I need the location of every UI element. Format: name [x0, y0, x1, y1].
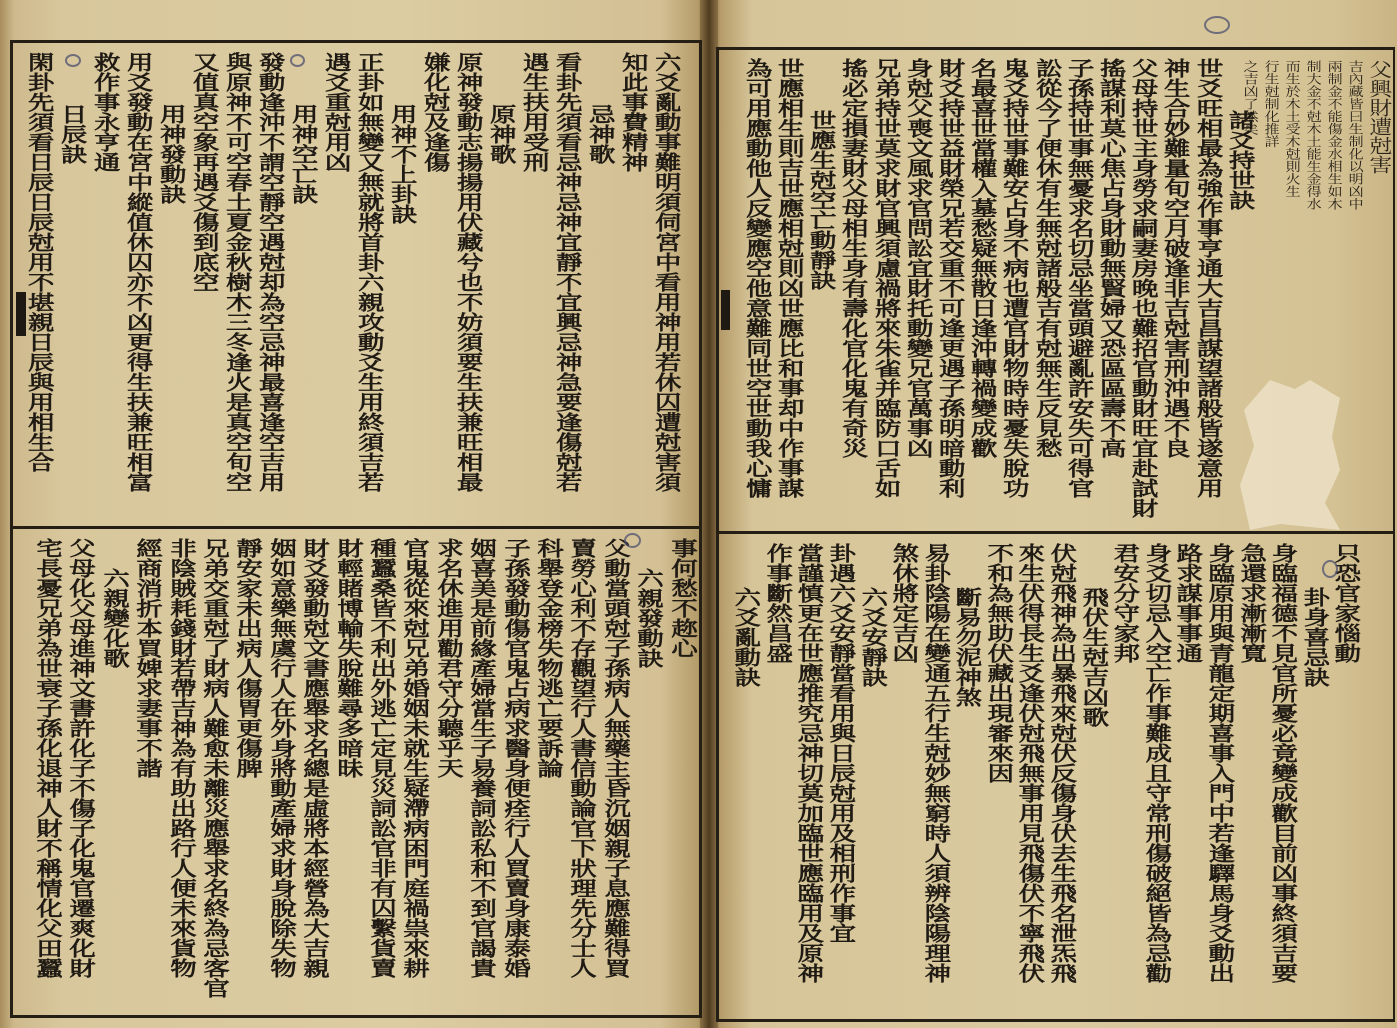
note-column: 行生尅制化推詳 — [1262, 60, 1281, 148]
text-column: 遇爻重尅用凶 — [320, 52, 352, 172]
text-column: 經商消折本買婢求妻事不諧 — [131, 538, 164, 778]
text-column: 急還求漸漸寬 — [1235, 543, 1268, 663]
text-column: 財爻發動尅文書應舉求名總是虛將本經營為大吉親 — [298, 538, 331, 978]
text-column: 名最喜世當權入墓愁疑無散日逢沖轉禍變成歡 — [966, 58, 999, 458]
heading-column: 六爻安靜訣 — [856, 587, 889, 687]
right-register-divider — [716, 531, 1395, 534]
heading-column: 忌神歌 — [584, 104, 616, 164]
text-column: 為可用應動他人反變應空他意難同世空世動我心慵 — [741, 58, 773, 498]
text-column: 求名休進用勸君守分聽乎天 — [432, 538, 465, 778]
heading-column: 六爻亂動訣 — [730, 587, 762, 687]
note-column: 制大金不尅木土能生金得水 — [1304, 60, 1323, 210]
left-upper-register — [14, 46, 682, 524]
text-column: 煞休將定吉凶 — [888, 543, 920, 663]
pencil-mark — [290, 54, 305, 67]
text-column: 兄弟交重尅了財病人難愈未離災應舉求名終為忌客官 — [198, 538, 231, 998]
text-column: 伏尅飛神為出暴飛來尅伏反傷身伏去生飛名泄炁飛 — [1046, 543, 1078, 983]
text-column: 不和為無助伏藏出現審來因 — [982, 543, 1015, 783]
text-column: 事何愁不趂心 — [666, 538, 699, 658]
text-column: 搖必定損妻財父母相生身有壽化官化鬼有奇災 — [837, 58, 870, 458]
left-lower-register — [14, 532, 698, 1014]
text-column: 身臨福德不見官所憂必竟變成歡目前凶事終須吉要 — [1267, 543, 1299, 983]
left-register-divider — [10, 526, 702, 529]
text-column: 財輕賭博輸失脫難尋多暗昧 — [332, 538, 365, 778]
text-column: 來生伏得長生爻逢伏尅飛無事用見飛傷伏不寧飛伏 — [1014, 543, 1047, 983]
text-column: 知此事費精神 — [617, 52, 649, 172]
text-column: 只恐官家惱動 — [1330, 543, 1363, 663]
heading-column: 六親發動訣 — [632, 568, 665, 668]
text-column: 易卦陰陽在變通五行生尅妙無窮時人須辨陰陽理神 — [919, 543, 952, 983]
text-column: 父動當頭尅子孫病人無藥主昏沉姻親子息應難得買 — [599, 538, 632, 978]
note-column: 父興財遭尅害 — [1365, 60, 1393, 174]
text-column: 用爻發動在宮中縱值休囚亦不凶更得生扶兼旺相富 — [122, 52, 154, 492]
text-column: 姻喜美是前緣產婦當生子易養詞訟私和不到官謁貴 — [465, 538, 498, 978]
right-lower-register — [729, 537, 1361, 1017]
heading-column: 日辰訣 — [56, 104, 88, 164]
text-column: 兄弟持世莫求財官興須慮禍將來朱雀并臨防口舌如 — [869, 58, 902, 498]
heading-column: 六親變化歌 — [98, 568, 131, 668]
right-upper-register — [730, 52, 1256, 530]
fold-mark — [721, 290, 730, 330]
text-column: 身尅父喪文風求官問訟宜財托動變兄官萬事凶 — [902, 58, 934, 458]
commentary-notes — [1241, 56, 1393, 386]
text-column: 神生合妙難量旬空月破逢非吉尅害刑沖遇不良 — [1159, 58, 1192, 458]
heading-column: 原神歌 — [485, 104, 517, 164]
text-column: 閑卦先須看日辰日辰尅用不堪親日辰與用相生合 — [23, 52, 55, 472]
heading-column: 世應生尅空亡動靜訣 — [805, 110, 838, 290]
text-column: 作事斷然昌盛 — [761, 543, 794, 663]
text-column: 宅長憂兄弟為世衰子孫化退神人財不稱情化父田蠶 — [31, 538, 64, 978]
note-column: 吉內藏皆曰生制化以明凶中 — [1346, 60, 1365, 210]
text-column: 父母持世主身勞求嗣妻房晚也難招官動財旺宜赴試財 — [1127, 58, 1160, 518]
text-column: 身爻切忌入空亡作事難成且守常刑傷破絕皆為忌勸 — [1140, 543, 1173, 983]
text-column: 父母化父母進神文書許化子不傷子化鬼官遷爽化財 — [65, 538, 97, 978]
text-column: 又值真空象再遇爻傷到底空 — [188, 52, 220, 292]
text-column: 種蠶桑皆不利出外逃亡定見災詞訟官非有囚繫貨賣 — [365, 538, 398, 978]
heading-column: 斷易勿泥神煞 — [951, 587, 983, 707]
text-column: 子孫持世事無憂求名切忌坐當頭避亂許安失可得官 — [1063, 58, 1095, 498]
text-column: 賣勞心利不存觀望行人書信動論官下狀理先分士人 — [566, 538, 598, 978]
text-column: 姻如意樂無虞行人在外身將動產婦求財身脫除失物 — [265, 538, 298, 978]
pencil-mark — [1204, 16, 1230, 34]
text-column: 訟從今了便休有生無尅諸般吉有尅無生反見愁 — [1030, 58, 1063, 458]
text-column: 與原神不可空春土夏金秋樹木三冬逢火是真空旬空 — [221, 52, 253, 492]
text-column: 鬼爻持世事難安占身不病也遭官財物時時憂失脫功 — [998, 58, 1031, 498]
text-column: 身臨原用與青龍定期喜事入門中若逢驛馬身爻動出 — [1204, 543, 1236, 983]
text-column: 世應相生則吉世應相尅則凶世應比和事却中作事謀 — [773, 58, 806, 498]
text-column: 財爻持世益財榮兄若交重不可逢更遇子孫明暗動利 — [934, 58, 967, 498]
note-column: 而生於木土受木尅則火生 — [1283, 60, 1302, 198]
text-column: 科舉登金榜失物逃亡要訴論 — [532, 538, 565, 778]
text-column: 靜安家未出病人傷胃更傷脾 — [232, 538, 264, 778]
text-column: 非陰賊耗錢財若帶吉神為有助出路行人便未來貨物 — [165, 538, 197, 978]
text-column: 嫌化尅及逢傷 — [419, 52, 451, 172]
text-column: 君安分守家邦 — [1109, 543, 1141, 663]
heading-column: 用神空亡訣 — [287, 104, 319, 204]
pencil-mark — [1322, 560, 1338, 578]
text-column: 遇生扶用受刑 — [518, 52, 550, 172]
text-column: 六爻亂動事難明須伺宮中看用神用若休囚遭尅害須 — [650, 52, 682, 492]
text-column: 看卦先須看忌神忌神宜靜不宜興忌神急要逢傷尅若 — [551, 52, 583, 492]
text-column: 官鬼從來尅兄弟婚姻未就生疑滯病困門庭禍祟來耕 — [399, 538, 431, 978]
text-column: 世爻旺相最為強作事亨通大吉昌謀望諸般皆遂意用 — [1191, 58, 1224, 498]
heading-column: 諸爻持世訣 — [1224, 110, 1256, 210]
text-column: 救作事永亨通 — [89, 52, 121, 172]
text-column: 原神發動志揚揚用伏藏兮也不妨須要生扶兼旺相最 — [452, 52, 484, 492]
pencil-mark — [624, 533, 641, 548]
text-column: 搖謀利莫心焦占身財動無賢婦又恐區區壽不高 — [1095, 58, 1128, 458]
text-column: 正卦如無變又無就將首卦六親攻動爻生用終須吉若 — [353, 52, 385, 492]
heading-column: 用神不上卦訣 — [386, 104, 418, 224]
text-column: 當謹慎更在世應推究忌神切莫加臨世應臨用及原神 — [793, 543, 826, 983]
note-column: 之吉凶了然矣 — [1241, 60, 1260, 135]
text-column: 路求謀事事通 — [1172, 543, 1205, 663]
heading-column: 用神發動訣 — [155, 104, 187, 204]
heading-column: 飛伏生尅吉凶歌 — [1077, 587, 1110, 727]
pencil-mark — [65, 54, 81, 67]
text-column: 子孫發動傷官鬼占病求醫身便痊行人買賣身康泰婚 — [499, 538, 532, 978]
text-column: 發動逢沖不謂空靜空遇尅却為空忌神最喜逢空吉用 — [254, 52, 286, 492]
note-column: 兩制金不能傷金水相生如木 — [1325, 60, 1344, 210]
text-column: 卦遇六爻安靜當看用與日辰尅用及相刑作事宜 — [824, 543, 857, 943]
heading-column: 卦身喜忌訣 — [1298, 587, 1331, 687]
